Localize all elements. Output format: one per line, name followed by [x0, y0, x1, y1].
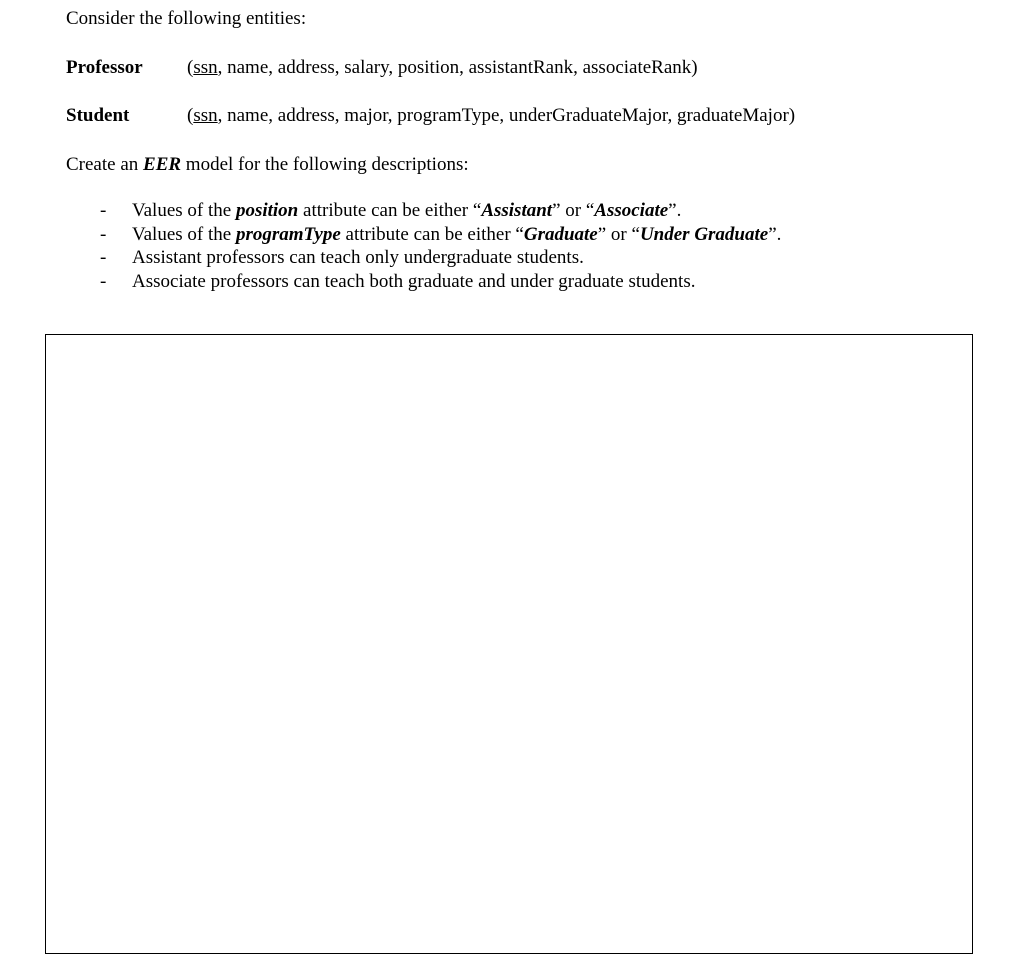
list-item — [100, 224, 781, 248]
entity-open-paren: ( — [187, 105, 194, 126]
requirements-list — [100, 200, 781, 294]
bullet-text: ”. — [768, 223, 782, 245]
instruction-emphasis: EER — [143, 154, 182, 175]
bullet-emphasis: Assistant — [481, 200, 553, 221]
bullet-emphasis: Graduate — [523, 223, 598, 245]
bullet-text: Values of the — [132, 200, 236, 221]
bullet-text: Values of the — [132, 223, 236, 245]
entity-name-professor: Professor — [66, 57, 143, 78]
bullet-text: ” or “ — [597, 223, 640, 245]
bullet-emphasis: Associate — [594, 200, 669, 221]
bullet-text: ” or “ — [552, 200, 595, 221]
bullet-text: attribute can be either “ — [298, 200, 482, 221]
bullet-emphasis: programType — [235, 223, 341, 245]
entity-attributes: , name, address, major, programType, underGraduateMajor, graduateMajor) — [217, 105, 796, 126]
bullet-text: Associate professors can teach both graduate and under graduate students. — [132, 270, 696, 292]
entity-primary-key: ssn — [193, 57, 218, 78]
entity-open-paren: ( — [187, 57, 194, 78]
dash-bullet: - — [100, 200, 107, 221]
list-item — [100, 271, 781, 295]
dash-bullet: - — [100, 223, 107, 245]
bullet-emphasis: Under Graduate — [639, 223, 769, 245]
entity-primary-key: ssn — [193, 105, 218, 126]
list-item — [100, 200, 781, 224]
answer-box — [45, 334, 973, 954]
bullet-text: attribute can be either “ — [340, 223, 524, 245]
entity-professor — [66, 57, 698, 80]
bullet-text: Assistant professors can teach only undergraduate students. — [132, 247, 584, 268]
list-item — [100, 247, 781, 271]
entity-attributes: , name, address, salary, position, assistantRank, associateRank) — [217, 57, 698, 78]
entity-name-student: Student — [66, 105, 130, 126]
instruction-before: Create an — [66, 154, 144, 175]
dash-bullet: - — [100, 247, 107, 268]
entity-student — [66, 105, 795, 128]
bullet-text: ”. — [668, 200, 682, 221]
instruction-text — [66, 154, 469, 177]
intro-text: Consider the following entities: — [66, 8, 307, 29]
bullet-emphasis: position — [235, 200, 299, 221]
dash-bullet: - — [100, 270, 107, 292]
instruction-after: model for the following descriptions: — [181, 154, 469, 175]
